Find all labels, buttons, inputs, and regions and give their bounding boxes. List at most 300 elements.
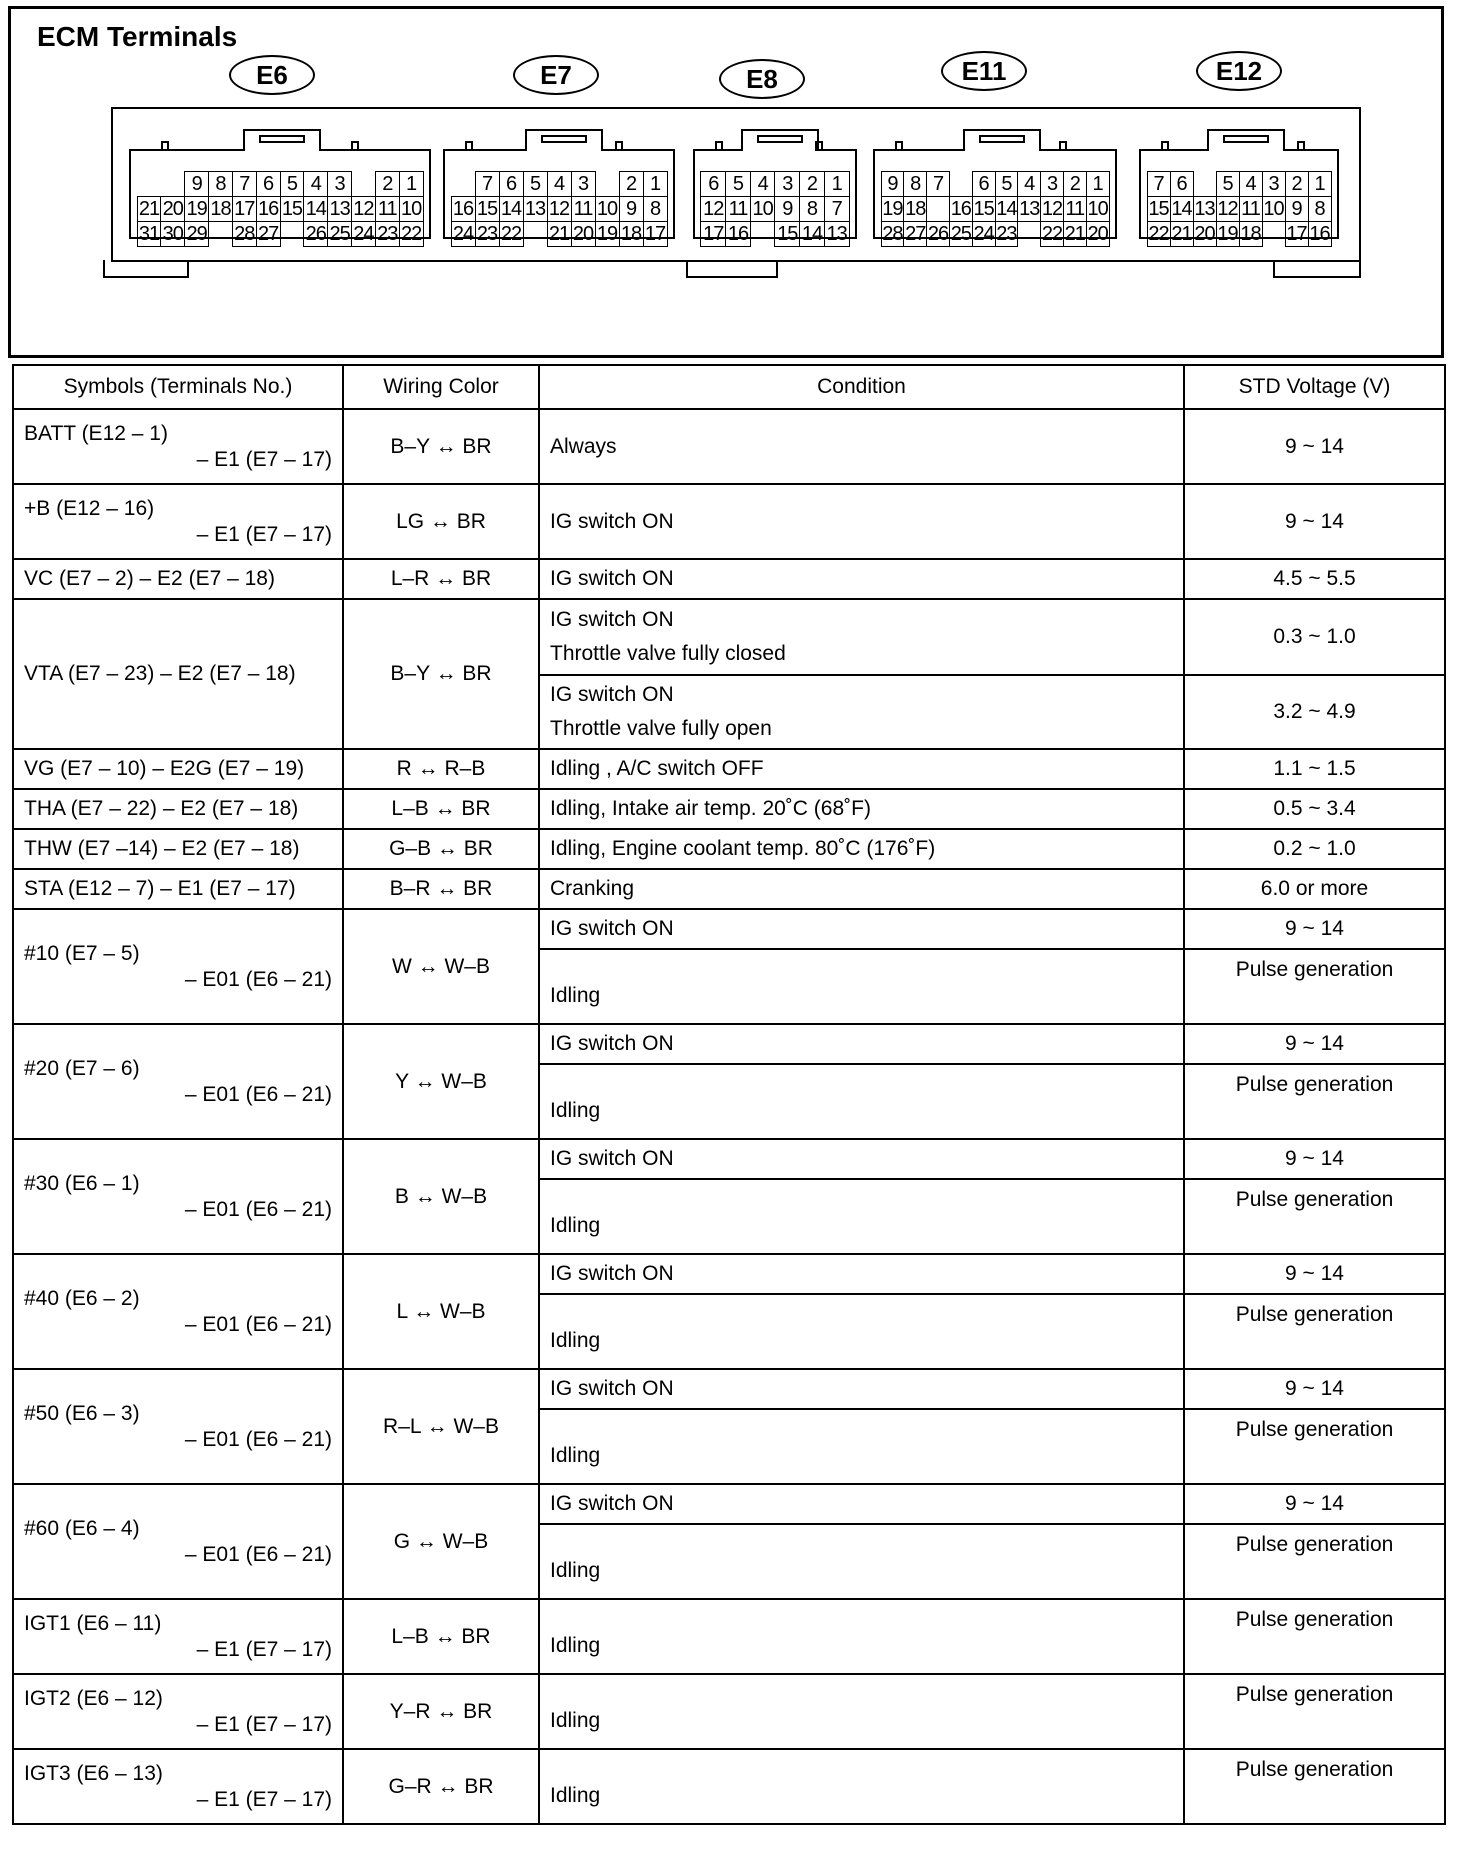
condition-line: Idling, Engine coolant temp. 80˚C (176˚F) (550, 837, 936, 860)
symbol-terminal: #20 (E7 – 6) (24, 1056, 140, 1080)
housing-foot (103, 260, 189, 278)
cell-condition (539, 1179, 1184, 1254)
connector-tab (1297, 141, 1305, 151)
pin-terminal: 9 (881, 171, 905, 197)
condition-line: Idling, Intake air temp. 20˚C (68˚F) (550, 797, 871, 820)
pin-terminal: 20 (1194, 222, 1215, 245)
symbol-terminal: THA (E7 – 22) – E2 (E7 – 18) (24, 797, 299, 820)
condition-line: Idling (550, 1708, 601, 1732)
connector-tab (1059, 141, 1067, 151)
pin-terminal: 10 (1087, 197, 1108, 220)
cell-std-voltage: 4.5 ~ 5.5 (1184, 559, 1445, 599)
pin-terminal: 24 (451, 221, 476, 247)
pin-row (701, 221, 849, 246)
pin-row (451, 171, 667, 196)
pin-terminal: 18 (208, 196, 233, 222)
pin-terminal: 12 (700, 196, 726, 222)
pin-terminal: 11 (1239, 196, 1263, 222)
table-row (13, 909, 1445, 949)
cell-condition (539, 1599, 1184, 1674)
pin-terminal: 18 (1240, 222, 1261, 245)
pin-terminal: 14 (996, 197, 1017, 220)
pin-terminal: 3 (1262, 171, 1286, 197)
connector-latch (243, 129, 321, 151)
symbol-terminal: STA (E12 – 7) – E1 (E7 – 17) (24, 877, 296, 900)
pin-terminal: 20 (160, 196, 185, 222)
pin-terminal: 24 (973, 222, 994, 245)
condition-line: IG switch ON (550, 608, 674, 631)
condition-line: IG switch ON (550, 917, 674, 940)
symbol-ground-terminal: – E1 (E7 – 17) (196, 1712, 332, 1736)
condition-line: Idling , A/C switch OFF (550, 757, 764, 780)
pin-terminal: 31 (137, 221, 162, 247)
symbol-terminal: BATT (E12 – 1) (24, 421, 168, 445)
pin-terminal: 15 (280, 196, 305, 222)
pin-row (137, 221, 423, 246)
pin-terminal: 9 (774, 196, 800, 222)
pin-terminal: 17 (1286, 222, 1307, 245)
cell-wiring-color: Y–R ↔ BR (343, 1674, 539, 1749)
cell-symbol (13, 1749, 343, 1824)
pin-terminal: 6 (1170, 171, 1194, 197)
pin-gap (1017, 221, 1041, 247)
cell-condition (539, 1024, 1184, 1064)
cell-std-voltage: Pulse generation (1184, 1524, 1445, 1599)
cell-symbol (13, 1024, 343, 1139)
cell-std-voltage: 9 ~ 14 (1184, 909, 1445, 949)
pin-terminal: 21 (547, 221, 572, 247)
pin-terminal: 16 (725, 221, 751, 247)
pin-terminal: 20 (1087, 222, 1108, 245)
cell-std-voltage: 9 ~ 14 (1184, 484, 1445, 559)
cell-condition (539, 829, 1184, 869)
pin-row (1147, 171, 1331, 196)
cell-condition (539, 1294, 1184, 1369)
pin-terminal: 23 (996, 222, 1017, 245)
table-row (13, 1369, 1445, 1409)
pin-terminal: 7 (1147, 171, 1171, 197)
condition-line: IG switch ON (550, 1147, 674, 1170)
cell-symbol (13, 829, 343, 869)
condition-line: Always (550, 434, 617, 458)
pin-terminal: 6 (256, 171, 281, 197)
symbol-ground-terminal: – E01 (E6 – 21) (184, 1427, 332, 1451)
cell-condition (539, 1524, 1184, 1599)
pin-terminal: 14 (499, 196, 524, 222)
pin-terminal: 7 (232, 171, 257, 197)
cell-symbol (13, 559, 343, 599)
symbol-ground-terminal: – E01 (E6 – 21) (184, 967, 332, 991)
pin-terminal: 17 (232, 196, 257, 222)
pin-terminal: 5 (1216, 171, 1240, 197)
pin-terminal: 4 (1239, 171, 1263, 197)
pin-terminal: 28 (882, 222, 903, 245)
connector-tab (615, 141, 623, 151)
table-row (13, 1674, 1445, 1749)
symbol-ground-terminal: – E1 (E7 – 17) (196, 447, 332, 471)
condition-line: IG switch ON (550, 683, 674, 706)
pin-terminal: 27 (256, 221, 281, 247)
cell-condition (539, 909, 1184, 949)
connector-tab (351, 141, 359, 151)
cell-std-voltage: Pulse generation (1184, 949, 1445, 1024)
cell-std-voltage: 9 ~ 14 (1184, 1024, 1445, 1064)
cell-std-voltage: 0.5 ~ 3.4 (1184, 789, 1445, 829)
symbol-terminal: +B (E12 – 16) (24, 496, 155, 520)
cell-condition (539, 869, 1184, 909)
pin-terminal: 4 (303, 171, 328, 197)
symbol-ground-terminal: – E1 (E7 – 17) (196, 522, 332, 546)
table-row (13, 1024, 1445, 1064)
condition-line: IG switch ON (550, 1262, 674, 1285)
cell-condition (539, 1369, 1184, 1409)
cell-symbol (13, 909, 343, 1024)
table-row (13, 559, 1445, 599)
cell-wiring-color: B–Y ↔ BR (343, 409, 539, 484)
pin-row (451, 196, 667, 221)
pin-terminal: 16 (451, 196, 476, 222)
page-title: ECM Terminals (37, 21, 238, 52)
condition-line: Cranking (550, 877, 635, 900)
condition-line: Idling (550, 1558, 601, 1582)
symbol-terminal: #40 (E6 – 2) (24, 1286, 140, 1310)
pin-terminal: 8 (643, 196, 668, 222)
connector-label-e12: E12 (1196, 51, 1282, 91)
symbol-terminal: IGT2 (E6 – 12) (24, 1686, 163, 1710)
cell-std-voltage: 9 ~ 14 (1184, 1254, 1445, 1294)
pin-terminal: 11 (725, 196, 751, 222)
symbol-terminal: #10 (E7 – 5) (24, 941, 140, 965)
cell-wiring-color: L–B ↔ BR (343, 789, 539, 829)
connector-tab (465, 141, 473, 151)
pin-terminal: 16 (1309, 222, 1330, 245)
pin-terminal: 6 (499, 171, 524, 197)
pin-gap (1193, 171, 1217, 197)
pin-terminal: 21 (1171, 222, 1192, 245)
pin-row (881, 171, 1109, 196)
cell-symbol (13, 1139, 343, 1254)
pin-terminal: 3 (774, 171, 800, 197)
pin-spacer (137, 171, 162, 197)
terminal-table (12, 364, 1446, 1825)
symbol-ground-terminal: – E01 (E6 – 21) (184, 1197, 332, 1221)
pin-terminal: 10 (595, 196, 620, 222)
pin-terminal: 4 (547, 171, 572, 197)
cell-symbol (13, 1484, 343, 1599)
condition-line: Idling (550, 1783, 601, 1807)
pin-terminal: 4 (1017, 171, 1041, 197)
condition-line: Idling (550, 983, 601, 1007)
connector-diagram-panel (8, 6, 1444, 358)
pin-terminal: 27 (905, 222, 926, 245)
pin-terminal: 19 (595, 221, 620, 247)
pin-terminal: 2 (1285, 171, 1309, 197)
cell-std-voltage: 3.2 ~ 4.9 (1184, 675, 1445, 749)
cell-std-voltage: Pulse generation (1184, 1749, 1445, 1824)
table-row (13, 829, 1445, 869)
pin-terminal: 19 (882, 197, 903, 220)
pin-terminal: 13 (1194, 197, 1215, 220)
pin-terminal: 3 (327, 171, 352, 197)
connector-tab (715, 141, 723, 151)
table-row (13, 1139, 1445, 1179)
pin-terminal: 17 (643, 221, 668, 247)
pin-terminal: 9 (619, 196, 644, 222)
pin-gap (208, 221, 233, 247)
cell-wiring-color: B–R ↔ BR (343, 869, 539, 909)
pin-spacer (160, 171, 185, 197)
housing-foot (686, 260, 778, 278)
pin-terminal: 3 (1040, 171, 1064, 197)
cell-condition (539, 749, 1184, 789)
connector-label-e8: E8 (719, 59, 805, 99)
pin-terminal: 5 (280, 171, 305, 197)
pin-terminal: 13 (824, 221, 850, 247)
cell-std-voltage: 9 ~ 14 (1184, 1139, 1445, 1179)
symbol-terminal: #60 (E6 – 4) (24, 1516, 140, 1540)
pin-terminal: 26 (927, 222, 949, 245)
condition-line: IG switch ON (550, 509, 674, 533)
pin-terminal: 2 (799, 171, 825, 197)
housing-foot (1273, 260, 1361, 278)
pin-terminal: 7 (824, 196, 850, 222)
connector-tab (1161, 141, 1169, 151)
pin-row (881, 196, 1109, 221)
cell-std-voltage: 0.3 ~ 1.0 (1184, 599, 1445, 675)
pin-row (881, 221, 1109, 246)
pin-terminal: 7 (926, 171, 950, 197)
cell-std-voltage: 0.2 ~ 1.0 (1184, 829, 1445, 869)
pin-row (137, 171, 423, 196)
pin-terminal: 1 (399, 171, 424, 197)
pin-terminal: 13 (327, 196, 352, 222)
col-header-symbols: Symbols (Terminals No.) (13, 365, 343, 409)
pin-terminal: 28 (232, 221, 257, 247)
pin-terminal: 19 (1217, 222, 1238, 245)
pin-terminal: 12 (1041, 197, 1063, 220)
pin-row (1147, 221, 1331, 246)
cell-condition (539, 559, 1184, 599)
table-header-row (13, 365, 1445, 409)
pin-terminal: 12 (547, 196, 572, 222)
pin-terminal: 10 (1263, 197, 1284, 220)
pin-terminal: 12 (1217, 197, 1238, 220)
pin-terminal: 6 (972, 171, 996, 197)
connector-label-e7: E7 (513, 55, 599, 95)
pin-terminal: 2 (1063, 171, 1087, 197)
condition-line: IG switch ON (550, 1492, 674, 1515)
pin-terminal: 23 (375, 221, 400, 247)
pin-gap (280, 221, 305, 247)
pin-terminal: 9 (184, 171, 209, 197)
pin-row (701, 196, 849, 221)
pin-gap (926, 196, 950, 222)
condition-line: Idling (550, 1443, 601, 1467)
pin-terminal: 5 (995, 171, 1019, 197)
pin-terminal: 11 (375, 196, 400, 222)
pin-terminal: 22 (499, 221, 524, 247)
table-row (13, 1749, 1445, 1824)
cell-symbol (13, 1674, 343, 1749)
pin-terminal: 8 (799, 196, 825, 222)
cell-symbol (13, 789, 343, 829)
pin-terminal: 1 (1086, 171, 1110, 197)
pin-terminal: 22 (1148, 222, 1169, 245)
connector-latch (741, 129, 819, 151)
table-row (13, 1599, 1445, 1674)
connector-e7 (443, 149, 675, 245)
pin-row (137, 196, 423, 221)
connector-label-e11: E11 (941, 51, 1027, 91)
symbol-terminal: #50 (E6 – 3) (24, 1401, 140, 1425)
pin-terminal: 7 (475, 171, 500, 197)
pin-gap (523, 221, 548, 247)
pin-terminal: 11 (1063, 196, 1087, 222)
cell-std-voltage: 6.0 or more (1184, 869, 1445, 909)
connector-tab (161, 141, 169, 151)
pin-terminal: 8 (903, 171, 927, 197)
cell-wiring-color: L–R ↔ BR (343, 559, 539, 599)
pin-row (451, 221, 667, 246)
table-row (13, 409, 1445, 484)
cell-condition (539, 949, 1184, 1024)
cell-std-voltage: Pulse generation (1184, 1064, 1445, 1139)
pin-terminal: 10 (750, 196, 776, 222)
connector-label-e6: E6 (229, 55, 315, 95)
cell-symbol (13, 1254, 343, 1369)
pin-terminal: 30 (160, 221, 185, 247)
cell-condition (539, 599, 1184, 675)
pin-terminal: 13 (523, 196, 548, 222)
symbol-ground-terminal: – E01 (E6 – 21) (184, 1082, 332, 1106)
table-row (13, 1254, 1445, 1294)
connector-latch (963, 129, 1041, 151)
pin-terminal: 22 (1041, 222, 1063, 245)
cell-wiring-color: L ↔ W–B (343, 1254, 539, 1369)
pin-terminal: 16 (950, 197, 971, 220)
cell-condition (539, 1139, 1184, 1179)
pin-row (701, 171, 849, 196)
connector-tab (815, 141, 823, 151)
pin-gap (351, 171, 376, 197)
col-header-condition: Condition (539, 365, 1184, 409)
symbol-ground-terminal: – E01 (E6 – 21) (184, 1542, 332, 1566)
pin-terminal: 1 (824, 171, 850, 197)
cell-symbol (13, 1369, 343, 1484)
pin-terminal: 10 (399, 196, 424, 222)
symbol-ground-terminal: – E1 (E7 – 17) (196, 1787, 332, 1811)
cell-wiring-color: R ↔ R–B (343, 749, 539, 789)
cell-std-voltage: 9 ~ 14 (1184, 1484, 1445, 1524)
pin-terminal: 18 (619, 221, 644, 247)
cell-wiring-color: G–R ↔ BR (343, 1749, 539, 1824)
cell-wiring-color: G–B ↔ BR (343, 829, 539, 869)
col-header-wiring: Wiring Color (343, 365, 539, 409)
table-row (13, 1484, 1445, 1524)
pin-terminal: 18 (905, 197, 926, 220)
table-row (13, 789, 1445, 829)
pin-terminal: 14 (799, 221, 825, 247)
cell-condition (539, 1674, 1184, 1749)
pin-gap (750, 221, 776, 247)
cell-wiring-color: G ↔ W–B (343, 1484, 539, 1599)
pin-terminal: 17 (700, 221, 726, 247)
pin-terminal: 8 (1308, 196, 1332, 222)
cell-symbol (13, 749, 343, 789)
symbol-terminal: VC (E7 – 2) – E2 (E7 – 18) (24, 567, 275, 590)
pin-terminal: 15 (774, 221, 800, 247)
connector-e12 (1139, 149, 1339, 245)
cell-std-voltage: 9 ~ 14 (1184, 1369, 1445, 1409)
cell-symbol (13, 869, 343, 909)
cell-std-voltage: 1.1 ~ 1.5 (1184, 749, 1445, 789)
cell-symbol (13, 599, 343, 749)
connector-latch (1207, 129, 1285, 151)
pin-terminal: 19 (184, 196, 209, 222)
pin-gap (595, 171, 620, 197)
cell-condition (539, 1484, 1184, 1524)
symbol-terminal: IGT3 (E6 – 13) (24, 1761, 163, 1785)
condition-line: Throttle valve fully closed (550, 642, 786, 665)
cell-condition (539, 1064, 1184, 1139)
pin-terminal: 1 (1308, 171, 1332, 197)
cell-condition (539, 409, 1184, 484)
pin-terminal: 25 (950, 222, 971, 245)
connector-latch (525, 129, 603, 151)
symbol-terminal: THW (E7 –14) – E2 (E7 – 18) (24, 837, 300, 860)
table-row (13, 869, 1445, 909)
cell-std-voltage: Pulse generation (1184, 1599, 1445, 1674)
cell-std-voltage: Pulse generation (1184, 1294, 1445, 1369)
pin-terminal: 13 (1019, 197, 1040, 220)
cell-condition (539, 1749, 1184, 1824)
pin-gap (949, 171, 973, 197)
pin-terminal: 6 (700, 171, 726, 197)
cell-std-voltage: 9 ~ 14 (1184, 409, 1445, 484)
cell-symbol (13, 1599, 343, 1674)
cell-std-voltage: Pulse generation (1184, 1409, 1445, 1484)
symbol-terminal: IGT1 (E6 – 11) (24, 1611, 162, 1635)
cell-symbol (13, 409, 343, 484)
condition-line: Idling (550, 1213, 601, 1237)
cell-wiring-color: L–B ↔ BR (343, 1599, 539, 1674)
pin-terminal: 25 (327, 221, 352, 247)
pin-terminal: 21 (1064, 222, 1085, 245)
pin-terminal: 15 (475, 196, 500, 222)
symbol-ground-terminal: – E01 (E6 – 21) (184, 1312, 332, 1336)
pin-terminal: 29 (184, 221, 209, 247)
condition-line: Throttle valve fully open (550, 717, 772, 740)
cell-std-voltage: Pulse generation (1184, 1179, 1445, 1254)
pin-terminal: 5 (725, 171, 751, 197)
cell-wiring-color: B ↔ W–B (343, 1139, 539, 1254)
cell-wiring-color: B–Y ↔ BR (343, 599, 539, 749)
cell-condition (539, 675, 1184, 749)
symbol-ground-terminal: – E1 (E7 – 17) (196, 1637, 332, 1661)
cell-std-voltage: Pulse generation (1184, 1674, 1445, 1749)
condition-line: IG switch ON (550, 1032, 674, 1055)
pin-terminal: 12 (351, 196, 376, 222)
condition-line: IG switch ON (550, 1377, 674, 1400)
condition-line: Idling (550, 1328, 601, 1352)
pin-terminal: 4 (750, 171, 776, 197)
pin-terminal: 2 (375, 171, 400, 197)
cell-condition (539, 789, 1184, 829)
table-row (13, 749, 1445, 789)
pin-terminal: 14 (1171, 197, 1192, 220)
pin-terminal: 5 (523, 171, 548, 197)
pin-row (1147, 196, 1331, 221)
